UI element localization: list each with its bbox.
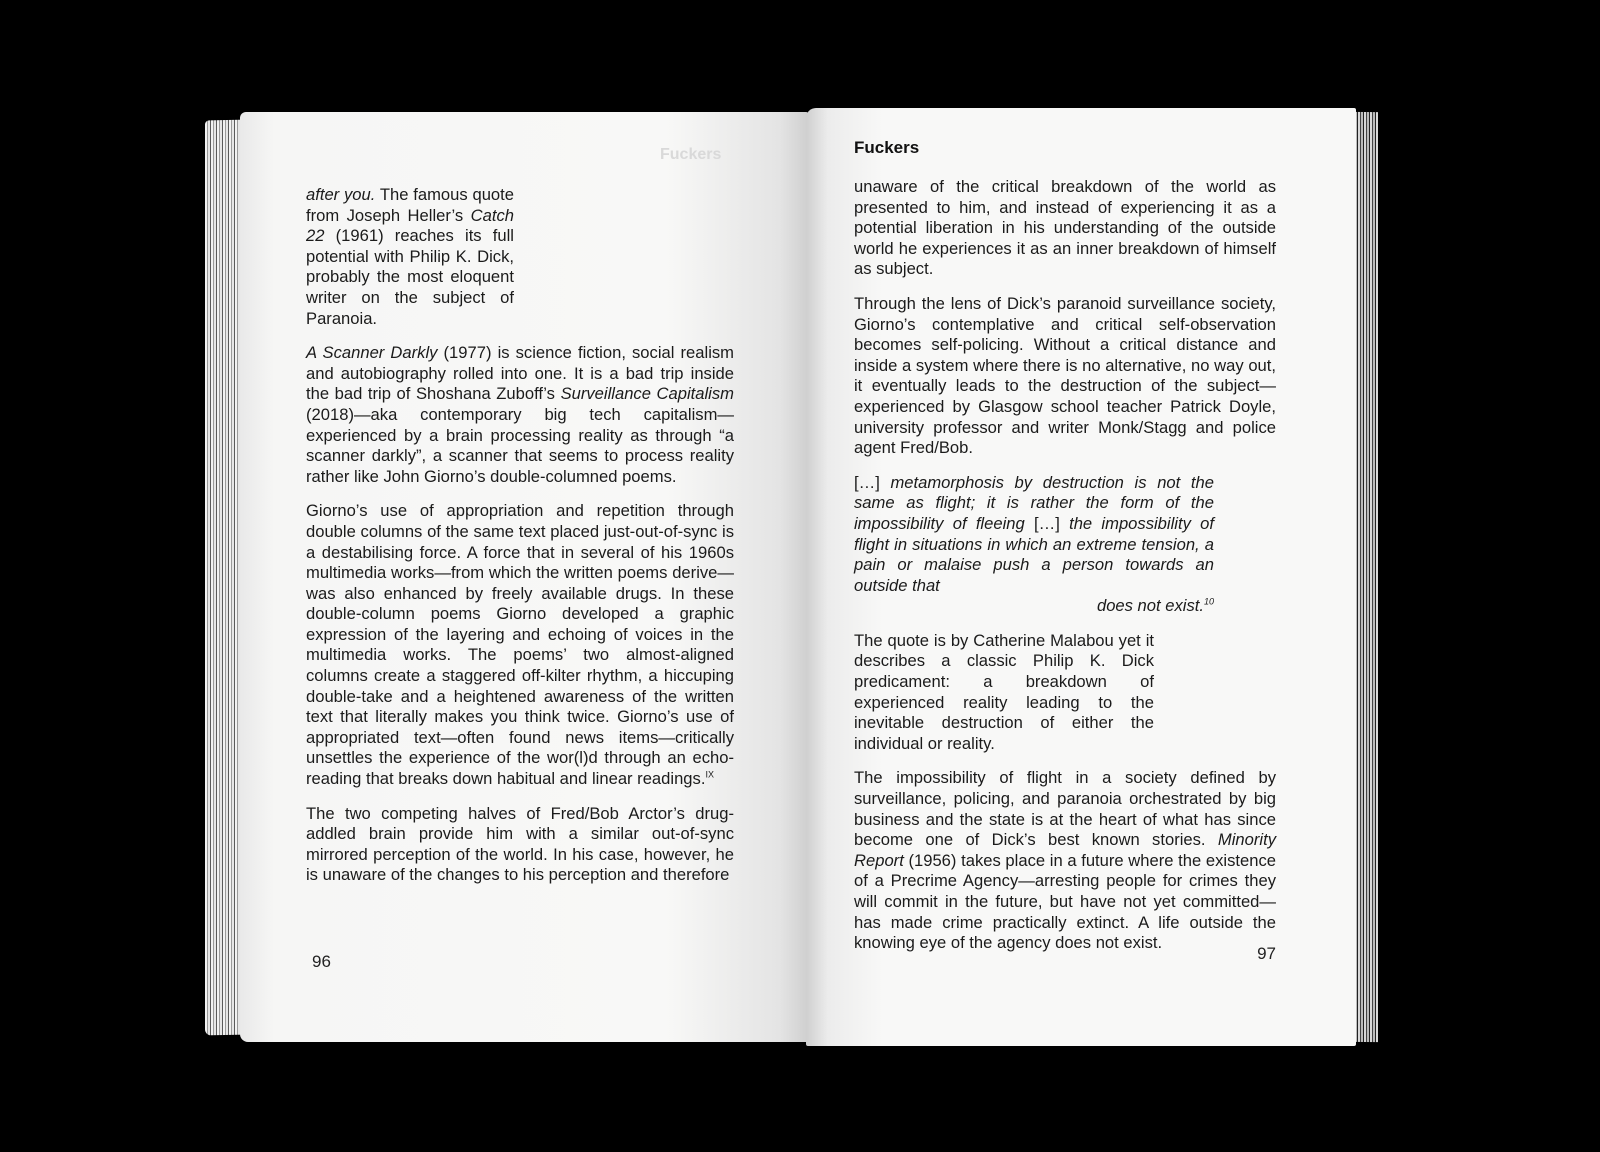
text-run: The quote is by Catherine Malabou yet it describes a classic Philip K. Dick predicament: a breakdown of experienced reality leading to the inevitable destruction of either the individual or reality. [854, 630, 1154, 753]
italic-title: Catch 22 [306, 205, 514, 246]
left-page-body [306, 185, 734, 900]
text-run: Giorno’s use of appropriation and repetition through double columns of the same text placed just-out-of-sync is a destabilising force. A force that in several of his 1960s multimedia works—from which the written poems derive—was also enhanced by freely available drugs. In these double-column poems Giorno developed a graphic expression of the layering and echoing of voices in the multimedia works. The poems’ two almost-aligned columns create a staggered off-kilter rhythm, a hiccuping double-take and a heightened awareness of the written text that literally makes you think twice. Giorno’s use of appropriated text—often found news items—critically unsettles the experience of the wor(l)d through an echo-reading that breaks down habitual and linear readings. [306, 501, 734, 789]
show-through-running-head: Fuckers [660, 146, 722, 163]
paragraph [854, 631, 1154, 755]
text-run: (1961) reaches its full potential with Philip K. Dick, probably the most eloquent writer on the subject of Paranoia. [306, 226, 514, 328]
italic-title: A Scanner Darkly [306, 343, 438, 363]
footnote-marker: 10 [1203, 596, 1214, 607]
text-run: (1977) is science fiction, social realism and autobiography rolled into one. It is a bad trip inside the bad trip of Shoshana Zuboff’s [306, 343, 734, 404]
paragraph [306, 501, 734, 789]
text-run: The famous quote from Joseph Heller’s [306, 185, 514, 225]
paragraph [306, 804, 734, 886]
running-head: Fuckers [854, 138, 920, 157]
text-run: Through the lens of Dick’s paranoid surveillance society, Giorno’s contemplative and critical self-observation becomes self-policing. Without a critical distance and inside a system where there is no alternative, no way out, it eventually leads to the destruction of the subject—experienced by Glasgow school teacher Patrick Doyle, university professor and writer Monk/Stagg and police agent Fred/Bob. [854, 293, 1276, 458]
left-page [240, 112, 808, 1042]
text-run: The two competing halves of Fred/Bob Arctor’s drug-addled brain provide him with a similar out-of-sync mirrored perception of the world. In his case, however, he is unaware of the changes to his perception and therefore [306, 803, 734, 885]
text-run: (2018)—aka contemporary big tech capitalism—experienced by a brain processing reality as through “a scanner darkly”, a scanner that seems to process reality rather like John Giorno’s double-columned poems. [306, 404, 734, 486]
italic-title: after you. [306, 185, 376, 204]
page-block-edge-left [205, 120, 245, 1036]
right-page [806, 108, 1356, 1046]
italic-title: Surveillance Capitalism [560, 384, 734, 404]
paragraph [854, 294, 1276, 459]
text-run: The impossibility of flight in a society defined by surveillance, policing, and paranoia orchestrated by big business and the state is at the heart of what has since become one of Dick’s best known stories. [854, 768, 1276, 850]
paragraph [306, 343, 734, 487]
page-number-right: 97 [1257, 944, 1276, 963]
paragraph [854, 768, 1276, 953]
right-page-body [854, 177, 1276, 968]
page-number-left: 96 [312, 952, 331, 971]
block-quote: […] metamorphosis by destruction is not the same as flight; it is rather the form of the impossibility of fleeing […] the impossibility of flight in situations in which an extreme tension, a pain or malaise push a person towards an outside that does not exist.$^{10}$ [854, 472, 1214, 616]
text-run: unaware of the critical breakdown of the world as presented to him, and instead of experiencing it as a potential liberation in his understanding of the outside world he experiences it as an inner breakdown of himself as subject. [854, 177, 1276, 279]
text-run: (1956) takes place in a future where the existence of a Precrime Agency—arresting people for crimes they will commit in the future, but have not yet committed—has made crime practically extinct. A life outside the knowing eye of the agency does not exist. [854, 850, 1276, 953]
italic-title: Minority Report [854, 830, 1276, 870]
paragraph [854, 177, 1276, 280]
paragraph [306, 185, 514, 329]
footnote-marker: IX [705, 769, 714, 780]
